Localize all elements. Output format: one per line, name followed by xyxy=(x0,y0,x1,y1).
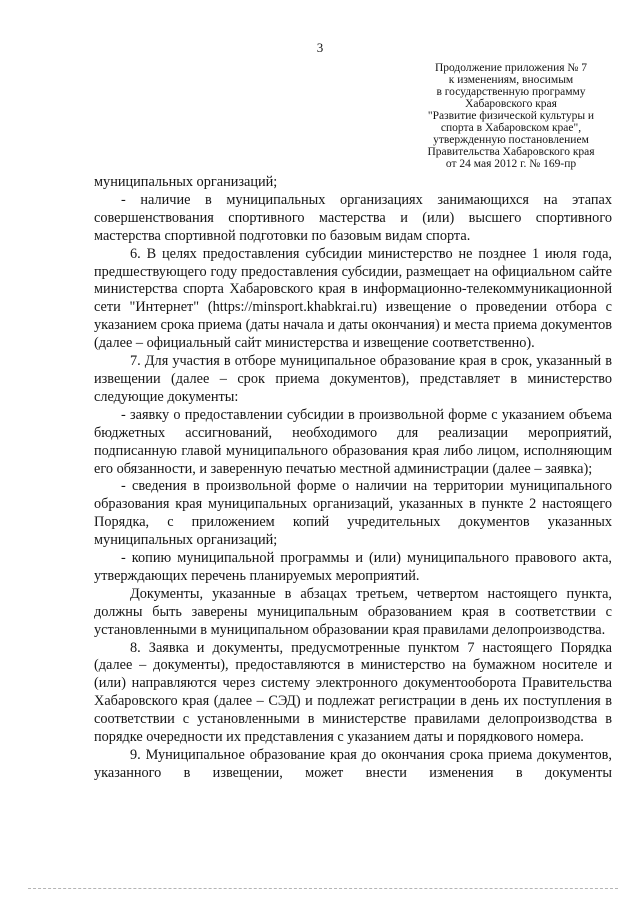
paragraph-bullet: - сведения в произвольной форме о наличии на территории муниципального образования края муниципальных организаций, указанных в пункте 2 настоящего Порядка, с приложением копий учредительных документов указанных муниципальных организаций; xyxy=(94,478,612,549)
paragraph-bullet: - заявку о предоставлении субсидии в произвольной форме с указанием объема бюджетных ассигнований, необходимого для реализации мероприятий, подписанную главой муниципального образования края либо лицом, исполняющим его обязанности, и заверенную печатью местной администрации (далее – заявка); xyxy=(94,406,612,477)
scan-footer-rule xyxy=(28,888,618,889)
paragraph-bullet: - наличие в муниципальных организациях занимающихся на этапах совершенствования спортивного мастерства и (или) высшего спортивного мастерства спортивной подготовки по базовым видам спорта. xyxy=(94,191,612,244)
header-line: Хабаровского края xyxy=(465,98,557,110)
header-line: к изменениям, вносимым xyxy=(448,74,574,86)
appendix-header xyxy=(400,62,622,170)
header-line: "Развитие физической культуры и xyxy=(427,110,595,122)
header-line: Правительства Хабаровского края xyxy=(427,146,595,158)
paragraph-item-6: 6. В целях предоставления субсидии министерство не позднее 1 июля года, предшествующего году предоставления субсидии, размещает на официальном сайте министерства спорта Хабаровского края в информационно-телекоммуникационной сети "Интернет" (https://minsport.khabkrai.ru) извещение о проведении отбора с указанием срока приема (даты начала и даты окончания) и места приема документов (далее – официальный сайт министерства и извещение соответственно). xyxy=(94,245,612,352)
paragraph-bullet: - копию муниципальной программы и (или) муниципального правового акта, утверждающих перечень планируемых мероприятий. xyxy=(94,550,612,584)
header-line: утвержденную постановлением xyxy=(433,134,589,146)
paragraph-item-7: 7. Для участия в отборе муниципальное образование края в срок, указанный в извещении (далее – срок приема документов), представляет в министерство следующие документы: xyxy=(94,353,612,405)
header-line: Продолжение приложения № 7 xyxy=(434,62,588,74)
header-line: спорта в Хабаровском крае", xyxy=(440,122,582,134)
document-body xyxy=(94,174,612,783)
paragraph-item-9: 9. Муниципальное образование края до окончания срока приема документов, указанного в извещении, может внести изменения в документы xyxy=(94,747,612,781)
header-line: в государственную программу xyxy=(436,86,586,98)
page-number: 3 xyxy=(316,40,324,55)
paragraph-note: Документы, указанные в абзацах третьем, четвертом настоящего пункта, должны быть заверены муниципальным образованием края в соответствии с установленными в муниципальном образовании края правилами делопроизводства. xyxy=(94,585,612,638)
header-line: от 24 мая 2012 г. № 169-пр xyxy=(445,158,577,170)
paragraph-item-8: 8. Заявка и документы, предусмотренные пунктом 7 настоящего Порядка (далее – документы), предоставляются в министерство на бумажном носителе и (или) направляются через систему электронного документооборота Правительства Хабаровского края (далее – СЭД) и подлежат регистрации в день их поступления в соответствии с установленными в министерстве правилами делопроизводства в порядке очередности их представления с указанием даты и порядкового номера. xyxy=(94,639,612,746)
paragraph-continuation: муниципальных организаций; xyxy=(94,174,278,190)
